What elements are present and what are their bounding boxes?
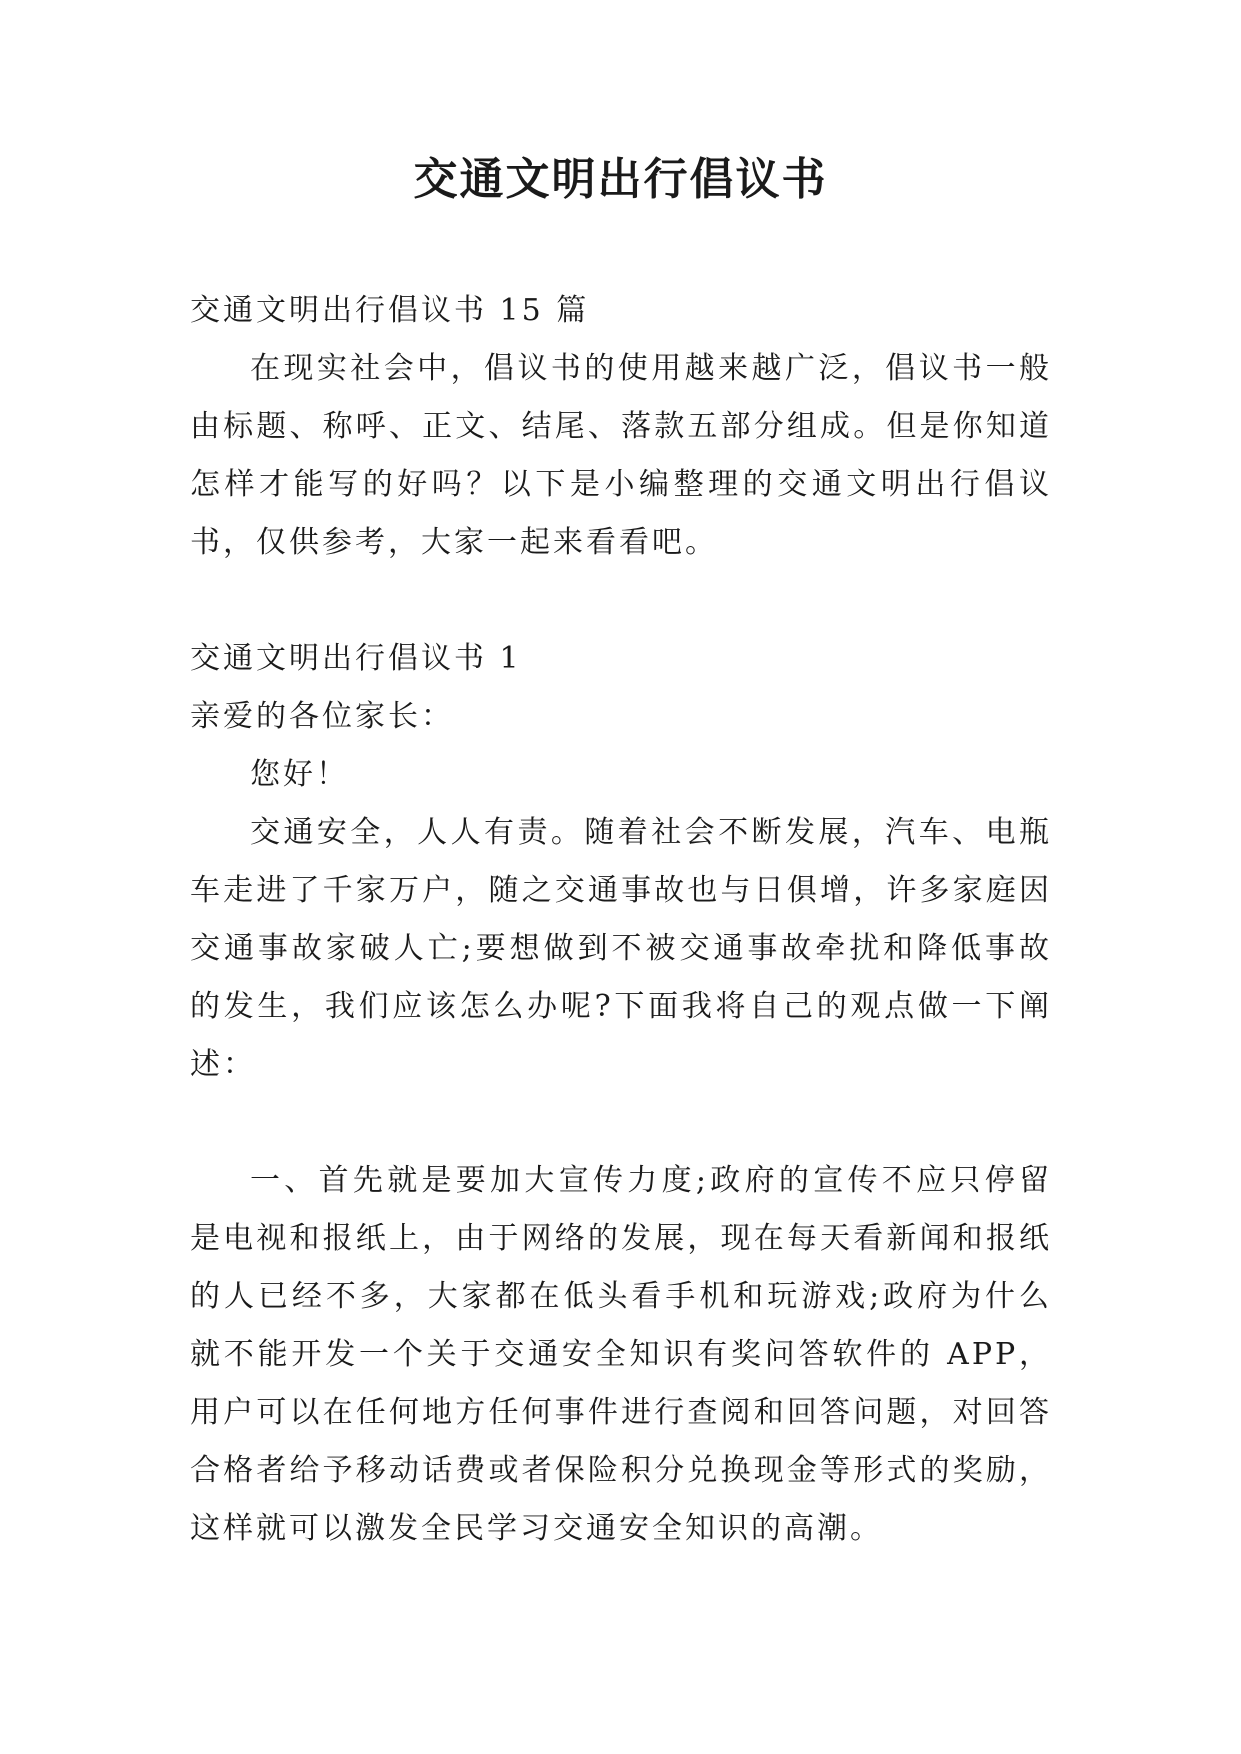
document-body: [190, 282, 1052, 1558]
salutation: 亲爱的各位家长：: [190, 699, 454, 734]
document-title: 交通文明出行倡议书: [413, 154, 828, 205]
document-subtitle: 交通文明出行倡议书 15 篇: [190, 293, 590, 328]
intro-paragraph: 在现实社会中，倡议书的使用越来越广泛，倡议书一般由标题、称呼、正文、结尾、落款五部分组成。但是你知道怎样才能写的好吗？以下是小编整理的交通文明出行倡议书，仅供参考，大家一起来看看吧。: [190, 351, 1052, 560]
greeting: 您好！: [250, 757, 349, 792]
section-heading: 交通文明出行倡议书 1: [190, 641, 522, 676]
body-paragraph-2: 一、首先就是要加大宣传力度;政府的宣传不应只停留是电视和报纸上，由于网络的发展，现在每天看新闻和报纸的人已经不多，大家都在低头看手机和玩游戏;政府为什么就不能开发一个关于交通安全知识有奖问答软件的 APP，用户可以在任何地方任何事件进行查阅和回答问题，对回答合格者给予移动话费或者保险积分兑换现金等形式的奖励，这样就可以激发全民学习交通安全知识的高潮。: [190, 1163, 1052, 1546]
body-paragraph-1: 交通安全，人人有责。随着社会不断发展，汽车、电瓶车走进了千家万户，随之交通事故也与日俱增，许多家庭因交通事故家破人亡;要想做到不被交通事故牵扰和降低事故的发生，我们应该怎么办呢?下面我将自己的观点做一下阐述：: [190, 815, 1052, 1082]
